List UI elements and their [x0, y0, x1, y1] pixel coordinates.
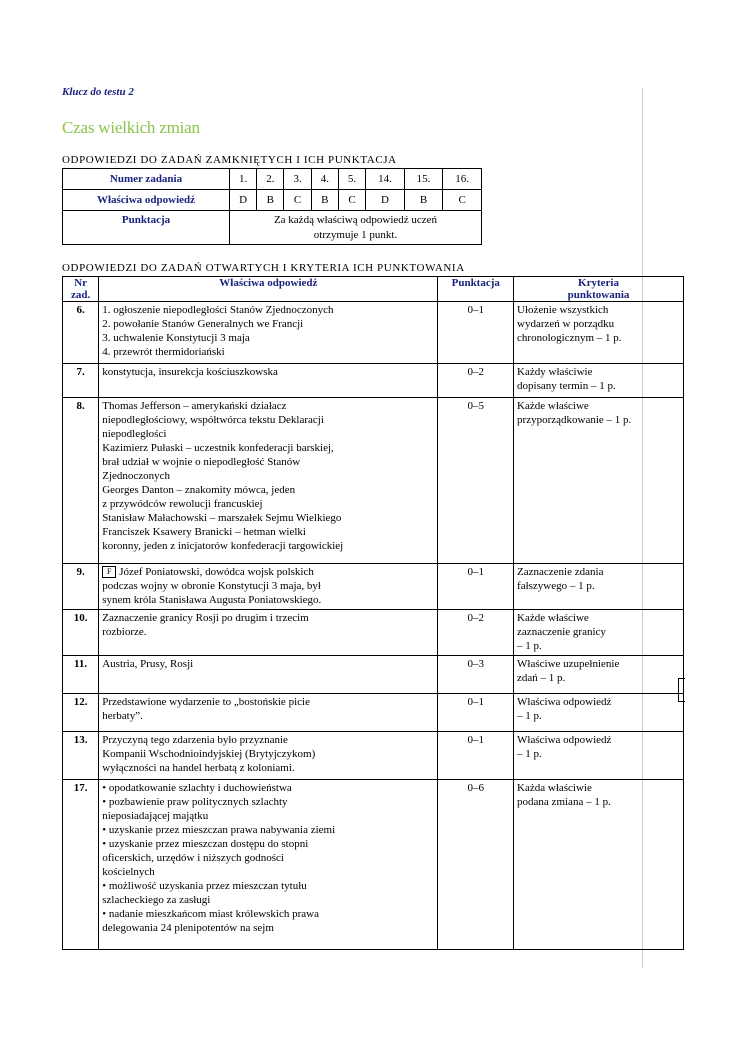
nr-header-line: Nr [74, 277, 88, 289]
answer-line: Franciszek Ksawery Branicki – hetman wielki [102, 526, 306, 538]
points-note [230, 211, 482, 245]
points-row [63, 211, 482, 245]
answer-line: szlacheckiego za zasługi [102, 894, 211, 906]
answer-line: synem króla Stanisława Augusta Poniatowskiego. [102, 594, 322, 606]
table-row [63, 302, 684, 364]
criteria-line: dopisany termin – 1 p. [517, 380, 616, 392]
answer-line: delegowania 24 plenipotentów na sejm [102, 922, 274, 934]
false-mark-checkbox: F [102, 566, 116, 578]
task-number: 10. [63, 610, 99, 656]
answer-line: Przedstawione wydarzenie to „bostońskie picie [102, 696, 310, 708]
task-number: 7. [63, 364, 99, 398]
task-number-cell: 2. [257, 169, 284, 190]
table-row [63, 398, 684, 564]
task-number-cell: 1. [230, 169, 257, 190]
page-title: Czas wielkich zmian [62, 118, 200, 137]
task-number-cell: 3. [284, 169, 311, 190]
scoring-criteria [514, 694, 684, 732]
answer-line: Austria, Prusy, Rosji [102, 658, 194, 670]
task-number-cell: 15. [404, 169, 443, 190]
task-number: 13. [63, 732, 99, 780]
answer-content [99, 780, 438, 950]
answer-line: kościelnych [102, 866, 155, 878]
criteria-line: przyporządkowanie – 1 p. [517, 414, 632, 426]
task-number-cell: 4. [311, 169, 338, 190]
answer-line: 1. ogłoszenie niepodległości Stanów Zjednoczonych [102, 304, 334, 316]
criteria-line: Ułożenie wszystkich [517, 304, 609, 316]
criteria-line: Każdy właściwie [517, 366, 593, 378]
answer-cell: C [284, 190, 311, 211]
header-label: Klucz do testu 2 [62, 86, 134, 98]
task-number-cell: 14. [366, 169, 405, 190]
task-number: 17. [63, 780, 99, 950]
criteria-line: Właściwe uzupełnienie [517, 658, 620, 670]
answer-content [99, 364, 438, 398]
criteria-column-header [514, 277, 684, 302]
answer-line: niepodległości [102, 428, 167, 440]
task-number-label: Numer zadania [63, 169, 230, 190]
points-range: 0–1 [438, 694, 514, 732]
scoring-criteria [514, 398, 684, 564]
task-number-cell: 16. [443, 169, 482, 190]
criteria-line: fałszywego – 1 p. [517, 580, 595, 592]
answer-content [99, 610, 438, 656]
answer-line: wyłączności na handel herbatą z koloniami. [102, 762, 295, 774]
answer-line: z przywódców rewolucji francuskiej [102, 498, 263, 510]
criteria-header-line: punktowania [567, 289, 630, 301]
points-range: 0–2 [438, 610, 514, 656]
criteria-header-line: Kryteria [578, 277, 619, 289]
table-row [63, 732, 684, 780]
task-number: 6. [63, 302, 99, 364]
answer-line: • pozbawienie praw politycznych szlachty [102, 796, 288, 808]
criteria-line: zdań – 1 p. [517, 672, 566, 684]
answer-line: Przyczyną tego zdarzenia było przyznanie [102, 734, 288, 746]
points-label: Punktacja [63, 211, 230, 245]
answer-line: • możliwość uzyskania przez mieszczan tytułu [102, 880, 307, 892]
scoring-criteria [514, 780, 684, 950]
bracket-mark [678, 678, 685, 702]
closed-section-heading: ODPOWIEDZI DO ZADAŃ ZAMKNIĘTYCH I ICH PUNKTACJA [62, 154, 397, 166]
task-number: 8. [63, 398, 99, 564]
task-number-cell: 5. [338, 169, 365, 190]
answer-line: • uzyskanie przez mieszczan prawa nabywania ziemi [102, 824, 336, 836]
points-note-line: Za każdą właściwą odpowiedź uczeń [273, 214, 438, 226]
open-table-header [63, 277, 684, 302]
criteria-line: chronologicznym – 1 p. [517, 332, 622, 344]
answer-content [99, 694, 438, 732]
nr-column-header [63, 277, 99, 302]
answer-line: konstytucja, insurekcja kościuszkowska [102, 366, 278, 378]
points-note-line: otrzymuje 1 punkt. [313, 229, 398, 241]
answer-content [99, 564, 438, 610]
task-number: 12. [63, 694, 99, 732]
answer-line: • opodatkowanie szlachty i duchowieństwa [102, 782, 292, 794]
closed-answers-table [62, 168, 482, 245]
scoring-criteria [514, 656, 684, 694]
answer-line: rozbiorze. [102, 626, 147, 638]
answer-line: Georges Danton – znakomity mówca, jeden [102, 484, 296, 496]
criteria-line: wydarzeń w porządku [517, 318, 615, 330]
answer-line: Kompanii Wschodnioindyjskiej (Brytyjczykom) [102, 748, 316, 760]
points-column-header: Punktacja [438, 277, 514, 302]
criteria-line: Każde właściwe [517, 400, 589, 412]
table-row [63, 656, 684, 694]
answer-line: 4. przewrót thermidoriański [102, 346, 225, 358]
points-range: 0–6 [438, 780, 514, 950]
answer-line: Kazimierz Pułaski – uczestnik konfederacji barskiej, [102, 442, 334, 454]
answer-cell: B [257, 190, 284, 211]
answer-cell: C [443, 190, 482, 211]
answer-content [99, 732, 438, 780]
answer-content [99, 302, 438, 364]
criteria-line: Każda właściwie [517, 782, 592, 794]
open-answers-table [62, 276, 684, 950]
points-range: 0–1 [438, 732, 514, 780]
answer-content [99, 656, 438, 694]
answer-line: Zjednoczonych [102, 470, 171, 482]
criteria-line: – 1 p. [517, 748, 542, 760]
points-range: 0–1 [438, 302, 514, 364]
answer-line: 2. powołanie Stanów Generalnych we Francji [102, 318, 304, 330]
answer-line: nieposiadającej majątku [102, 810, 209, 822]
open-section-heading: ODPOWIEDZI DO ZADAŃ OTWARTYCH I KRYTERIA ICH PUNKTOWANIA [62, 262, 465, 274]
criteria-line: Zaznaczenie zdania [517, 566, 604, 578]
points-range: 0–2 [438, 364, 514, 398]
answer-line: brał udział w wojnie o niepodległość Stanów [102, 456, 301, 468]
answer-line: koronny, jeden z inicjatorów konfederacji targowickiej [102, 540, 344, 552]
scoring-criteria [514, 564, 684, 610]
table-row [63, 564, 684, 610]
answer-line: 3. uchwalenie Konstytucji 3 maja [102, 332, 250, 344]
answer-line-text: Józef Poniatowski, dowódca wojsk polskich [119, 566, 314, 578]
answer-column-header: Właściwa odpowiedź [99, 277, 438, 302]
table-row [63, 364, 684, 398]
answer-line: Zaznaczenie granicy Rosji po drugim i trzecim [102, 612, 309, 624]
criteria-line: Każde właściwe [517, 612, 589, 624]
criteria-line: Właściwa odpowiedź [517, 734, 612, 746]
answer-line: • nadanie mieszkańcom miast królewskich prawa [102, 908, 319, 920]
scoring-criteria [514, 732, 684, 780]
criteria-line: zaznaczenie granicy [517, 626, 606, 638]
points-range: 0–3 [438, 656, 514, 694]
answer-cell: B [311, 190, 338, 211]
answer-label: Właściwa odpowiedź [63, 190, 230, 211]
answer-line: oficerskich, urzędów i niższych godności [102, 852, 284, 864]
criteria-line: podana zmiana – 1 p. [517, 796, 611, 808]
criteria-line: Właściwa odpowiedź [517, 696, 612, 708]
answer-cell: B [404, 190, 443, 211]
table-row [63, 610, 684, 656]
answer-cell: C [338, 190, 365, 211]
scoring-criteria [514, 610, 684, 656]
table-row [63, 694, 684, 732]
points-range: 0–5 [438, 398, 514, 564]
answer-line: podczas wojny w obronie Konstytucji 3 maja, był [102, 580, 321, 592]
criteria-line: – 1 p. [517, 640, 542, 652]
answer-content [99, 398, 438, 564]
points-range: 0–1 [438, 564, 514, 610]
answer-cell: D [366, 190, 405, 211]
task-number-row [63, 169, 482, 190]
answer-line [102, 565, 434, 579]
scoring-criteria [514, 302, 684, 364]
table-row [63, 780, 684, 950]
task-number: 11. [63, 656, 99, 694]
open-table-body [63, 302, 684, 950]
criteria-line: – 1 p. [517, 710, 542, 722]
answer-line: • uzyskanie przez mieszczan dostępu do stopni [102, 838, 309, 850]
answer-row [63, 190, 482, 211]
answer-cell: D [230, 190, 257, 211]
answer-line: herbaty”. [102, 710, 143, 722]
answer-line: Stanisław Małachowski – marszałek Sejmu Wielkiego [102, 512, 342, 524]
task-number: 9. [63, 564, 99, 610]
nr-header-line: zad. [70, 289, 91, 301]
answer-line: niepodległościowy, współtwórca tekstu Deklaracji [102, 414, 324, 426]
answer-line: Thomas Jefferson – amerykański działacz [102, 400, 287, 412]
scoring-criteria [514, 364, 684, 398]
